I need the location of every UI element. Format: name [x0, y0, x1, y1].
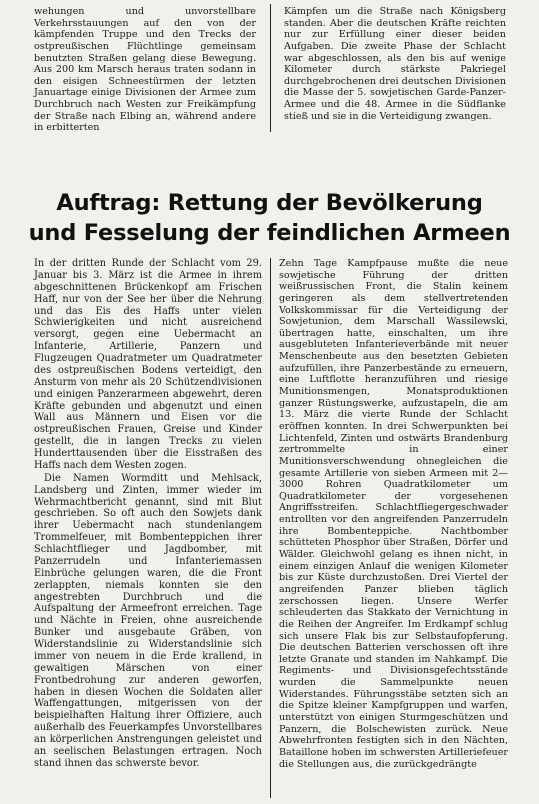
paragraph: In der dritten Runde der Schlacht vom 29. Januar bis 3. März ist die Armee in ihrem abgeschnittenen Brückenkopf am Frischen Haff, nur von der See her über die Nehrung und das Eis des Haffs unter vielen Schwierigkeiten und nicht ausreichend versorgt, gegen eine Uebermacht an Infanterie, Artillerie, Panzern und Flugzeugen Quadratmeter um Quadratmeter des ostpreußischen Bodens verteidigt, den Ansturm von mehr als 20 Schützendivisionen und einigen Panzerarmeen abgewehrt, deren Kräfte gebunden und abgenutzt und einen Wall aus Männern und Eisen vor die ostpreußischen Frauen, Greise und Kinder gestellt, die in langen Trecks zu vielen Hunderttausenden über die Eisstraßen des Haffs nach dem Westen zogen.: [34, 258, 262, 471]
column-divider: [270, 4, 271, 132]
headline-line-2: und Fesselung der feindlichen Armeen: [28, 220, 511, 246]
article-column-left: [34, 258, 262, 770]
column-divider: [270, 258, 271, 798]
paragraph: Die Namen Wormditt und Mehlsack, Landsberg und Zinten, immer wieder im Wehrmachtbericht genannt, sind mit Blut geschrieben. So oft auch den Sowjets dank ihrer Uebermacht nach stundenlangem Trommelfeuer, mit Bombenteppichen ihrer Schlachtflieger und Jagdbomber, mit Panzerrudeln und Infanteriemassen Einbrüche gelungen waren, die die Front zerlappten, niemals konnten sie den angestrebten Durchbruch und die Aufspaltung der Armeefront erreichen. Tage und Nächte in Freien, ohne ausreichende Bunker und ausgebaute Gräben, von Widerstandslinie zu Widerstandslinie sich immer von neuem in die Erde krallend, in gewaltigen Märschen von einer Frontbedrohung zur anderen geworfen, haben in diesen Wochen die Soldaten aller Waffengattungen, mitgerissen von der beispielhaften Haltung ihrer Offiziere, auch außerhalb des Feuerkampfes Unvorstellbares an körperlichen Anstrengungen geleistet und an seelischen Belastungen ertragen. Noch stand ihnen das schwerste bevor.: [34, 472, 262, 769]
article-column-top-left: [34, 6, 256, 134]
paragraph: wehungen und unvorstellbare Verkehrsstauungen auf den von der kämpfenden Truppe und den Trecks der ostpreußischen Flüchtlinge gemeinsam benutzten Straßen gelang diese Bewegung. Aus 200 km Marsch heraus traten sodann in den eisigen Schneestürmen der letzten Januartage einige Divisionen der Armee zum Durchbruch nach Westen zur Freikämpfung der Straße nach Elbing an, während andere in erbitterten: [34, 6, 256, 134]
paragraph: Zehn Tage Kampfpause mußte die neue sowjetische Führung der dritten weißrussischen Front, die Stalin keinem geringeren als dem stellvertretenden Volkskommissar für die Verteidigung der Sowjetunion, dem Marschall Wassilewski, übertragen hatte, einschalten, um ihre ausgebluteten Infanterieverbände mit neuer Menschenbeute aus den besetzten Gebieten aufzufüllen, ihre Panzerbestände zu erneuern, eine Luftflotte heranzuführen und riesige Munitionsmengen, Monatsproduktionen ganzer Rüstungswerke, aufzustapeln, die am 13. März die vierte Runde der Schlacht eröffnen konnten. In drei Schwerpunkten bei Lichtenfeld, Zinten und ostwärts Brandenburg zertrommelte in einer Munitionsverschwendung ohnegleichen die gesamte Artillerie von sieben Armeen mit 2—3000 Rohren Quadratkilometer um Quadratkilometer der vorgesehenen Angriffsstreifen. Schlachtfliegergeschwader entrollten vor den angreifenden Panzerrudeln ihre Bombenteppiche. Nachtbomber schütteten Phosphor über Straßen, Dörfer und Wälder. Gleichwohl gelang es ihnen nicht, in einem einzigen Anlauf die wenigen Kilometer bis zur Küste durchzustoßen. Drei Viertel der angreifenden Panzer blieben täglich zerschossen liegen. Unsere Werfer schleuderten das Stakkato der Vernichtung in die Reihen der Angreifer. Im Erdkampf schlug sich unsere Flak bis zur Selbstaufopferung. Die deutschen Batterien verschossen oft ihre letzte Granate und standen im Nahkampf. Die Regiments- und Divisionsgefechtsstände wurden die Sammelpunkte neuen Widerstandes. Führungsstäbe setzten sich an die Spitze kleiner Kampfgruppen und warfen, unterstützt von einigen Sturmgeschützen und Panzern, die Bolschewisten zurück. Neue Abwehrfronten festigten sich in den Nächten, Bataillone hoben im schwersten Artilleriefeuer die Stellungen aus, die zurückgedrängte: [279, 258, 508, 770]
article-column-right: [279, 258, 508, 770]
article-column-top-right: [284, 6, 506, 122]
paragraph: Kämpfen um die Straße nach Königsberg standen. Aber die deutschen Kräfte reichten nur zur Erfüllung einer dieser beiden Aufgaben. Die zweite Phase der Schlacht war abgeschlossen, als den bis auf wenige Kilometer durch stärkste Pakriegel durchgebrochenen drei deutschen Divisionen die Masse der 5. sowjetischen Garde-Panzer-Armee und die 48. Armee in die Südflanke stieß und sie in die Verteidigung zwangen.: [284, 6, 506, 122]
headline-line-1: Auftrag: Rettung der Bevölkerung: [56, 190, 483, 216]
